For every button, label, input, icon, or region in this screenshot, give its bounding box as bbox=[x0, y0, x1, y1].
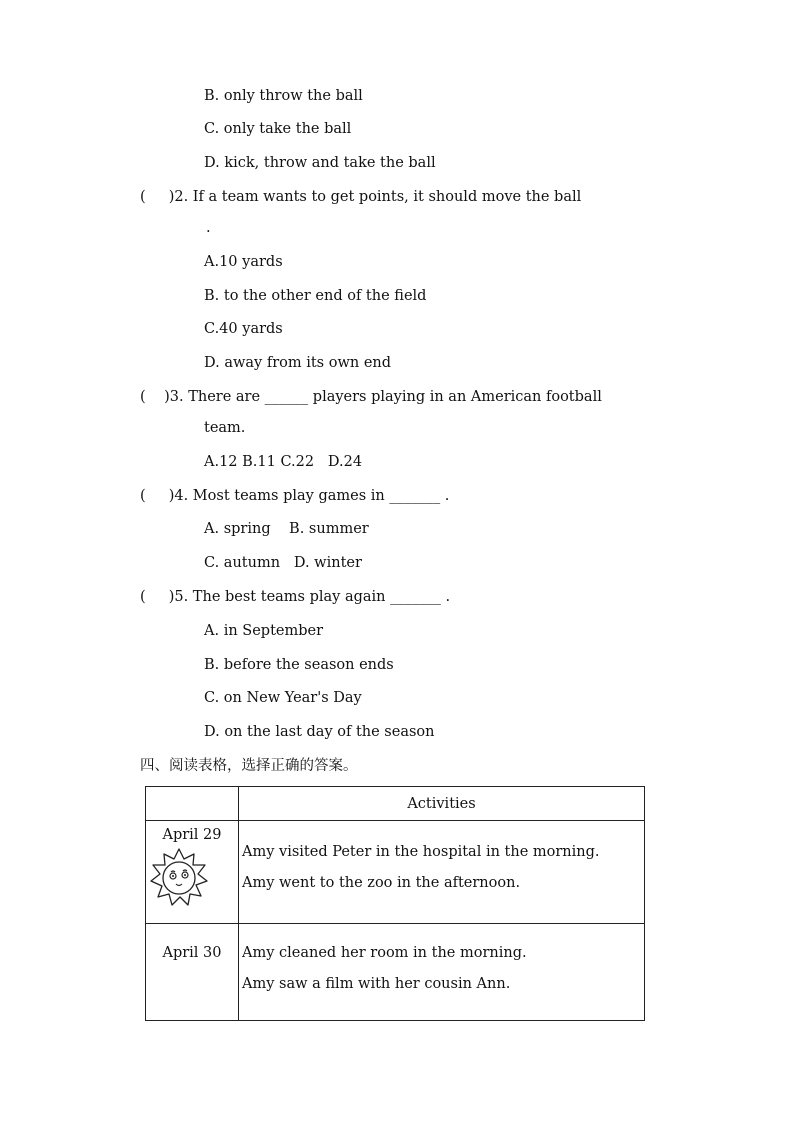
q5-option-d: D. on the last day of the season bbox=[204, 724, 435, 740]
date-cell bbox=[146, 924, 239, 1021]
q3-stem: ( )3. There are ______ players playing in an American football bbox=[140, 389, 602, 405]
q5-option-b: B. before the season ends bbox=[204, 657, 394, 673]
q2-option-d: D. away from its own end bbox=[204, 355, 392, 371]
q2-stem: ( )2. If a team wants to get points, it should move the ball bbox=[140, 189, 582, 205]
activities-table bbox=[145, 786, 645, 1021]
header-date-cell bbox=[146, 787, 239, 821]
q3-stem-continued: team. bbox=[204, 420, 246, 436]
q4-stem: ( )4. Most teams play games in _______ . bbox=[140, 488, 450, 504]
q1-option-d: D. kick, throw and take the ball bbox=[204, 155, 436, 171]
q3-options: A.12 B.11 C.22 D.24 bbox=[204, 454, 363, 470]
header-activities: Activities bbox=[239, 787, 645, 821]
table-row bbox=[146, 924, 645, 1021]
q2-option-a: A.10 yards bbox=[204, 254, 283, 270]
activity-line: Amy cleaned her room in the morning. bbox=[242, 945, 527, 961]
activity-line: Amy went to the zoo in the afternoon. bbox=[242, 875, 521, 891]
q1-option-b: B. only throw the ball bbox=[204, 88, 363, 104]
activity-line: Amy visited Peter in the hospital in the morning. bbox=[242, 844, 600, 860]
q1-option-c: C. only take the ball bbox=[204, 121, 352, 137]
q2-option-b: B. to the other end of the field bbox=[204, 288, 427, 304]
q5-option-c: C. on New Year's Day bbox=[204, 690, 362, 706]
activities-cell bbox=[239, 821, 645, 924]
q5-stem: ( )5. The best teams play again _______ . bbox=[140, 589, 451, 605]
q2-option-c: C.40 yards bbox=[204, 321, 283, 337]
q4-options-ab: A. spring B. summer bbox=[204, 521, 369, 537]
section-4-heading: 四、阅读表格，选择正确的答案。 bbox=[140, 758, 358, 774]
activities-cell bbox=[239, 924, 645, 1021]
sunny-weather-icon bbox=[149, 847, 209, 907]
date-cell bbox=[146, 821, 239, 924]
q2-blank: . bbox=[206, 220, 211, 236]
activity-line: Amy saw a film with her cousin Ann. bbox=[242, 976, 511, 992]
date-april-29: April 29 bbox=[162, 827, 222, 843]
table-header-row bbox=[146, 787, 645, 821]
table-row bbox=[146, 821, 645, 924]
q5-option-a: A. in September bbox=[204, 623, 324, 639]
q4-options-cd: C. autumn D. winter bbox=[204, 555, 362, 571]
date-april-30: April 30 bbox=[162, 945, 222, 961]
